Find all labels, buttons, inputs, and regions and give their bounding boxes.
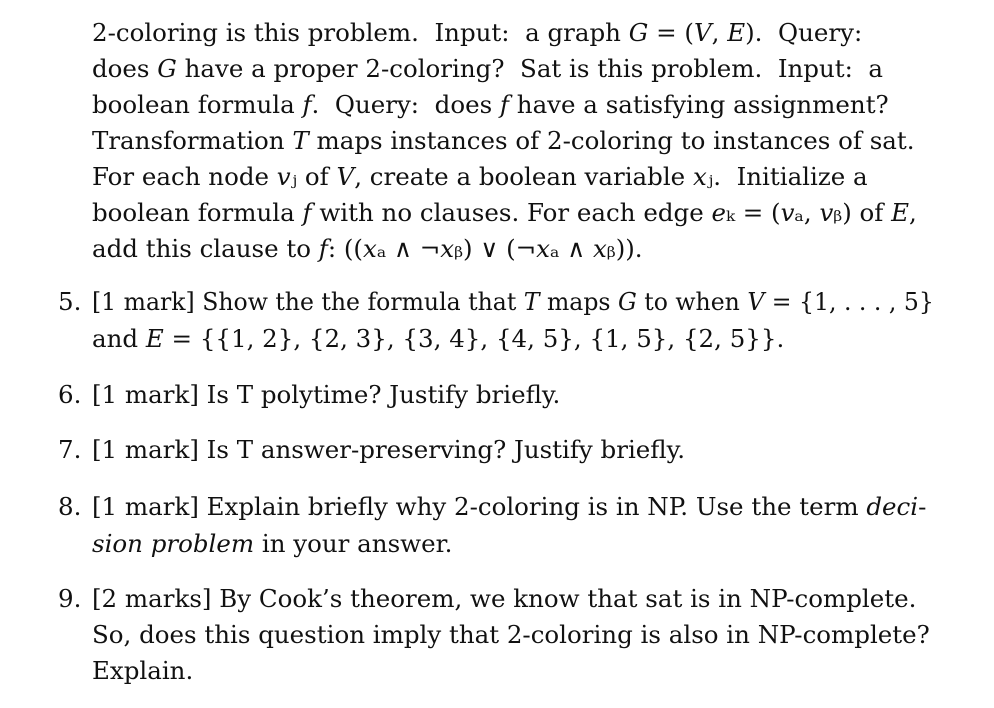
intro-line-5: For each node 𝑣ⱼ of 𝑉, create a boolean variable 𝑥ⱼ. Initialize a <box>92 162 868 191</box>
question-5-number: 5. <box>58 287 82 316</box>
question-5-line-1: [1 mark] Show the the formula that 𝑇 maps 𝐺 to when 𝑉 = {1, . . . , 5} <box>92 287 934 316</box>
question-6-line-1: [1 mark] Is T polytime? Justify briefly. <box>92 380 561 409</box>
question-7-number: 7. <box>58 435 82 464</box>
intro-line-6: boolean formula 𝑓 with no clauses. For each edge 𝑒ₖ = (𝑣ₐ, 𝑣ᵦ) of 𝐸, <box>92 198 917 227</box>
question-8-number: 8. <box>58 492 82 521</box>
question-6-number: 6. <box>58 380 82 409</box>
question-9-line-1: [2 marks] By Cook’s theorem, we know that sat is in NP-complete. <box>92 584 917 613</box>
intro-line-3: boolean formula 𝑓. Query: does 𝑓 have a satisfying assignment? <box>92 90 889 119</box>
question-9-number: 9. <box>58 584 82 613</box>
question-9-line-2: So, does this question imply that 2-coloring is also in NP-complete? <box>92 620 930 649</box>
question-8-line-2: 𝑠𝑖𝑜𝑛 𝑝𝑟𝑜𝑏𝑙𝑒𝑚 in your answer. <box>92 529 453 558</box>
intro-line-4: Transformation 𝑇 maps instances of 2-coloring to instances of sat. <box>92 126 915 155</box>
question-5-line-2: and 𝐸 = {{1, 2}, {2, 3}, {3, 4}, {4, 5}, {1, 5}, {2, 5}}. <box>92 324 785 353</box>
intro-line-7: add this clause to 𝑓: ((𝑥ₐ ∧ ¬𝑥ᵦ) ∨ (¬𝑥ₐ ∧ 𝑥ᵦ)). <box>92 234 643 263</box>
question-9-line-3: Explain. <box>92 656 194 685</box>
question-7-line-1: [1 mark] Is T answer-preserving? Justify briefly. <box>92 435 686 464</box>
question-8-line-1: [1 mark] Explain briefly why 2-coloring is in NP. Use the term 𝑑𝑒𝑐𝑖- <box>92 492 927 521</box>
intro-line-1: 2-coloring is this problem. Input: a graph 𝐺 = (𝑉, 𝐸). Query: <box>92 18 863 47</box>
intro-line-2: does 𝐺 have a proper 2-coloring? Sat is this problem. Input: a <box>92 54 884 83</box>
